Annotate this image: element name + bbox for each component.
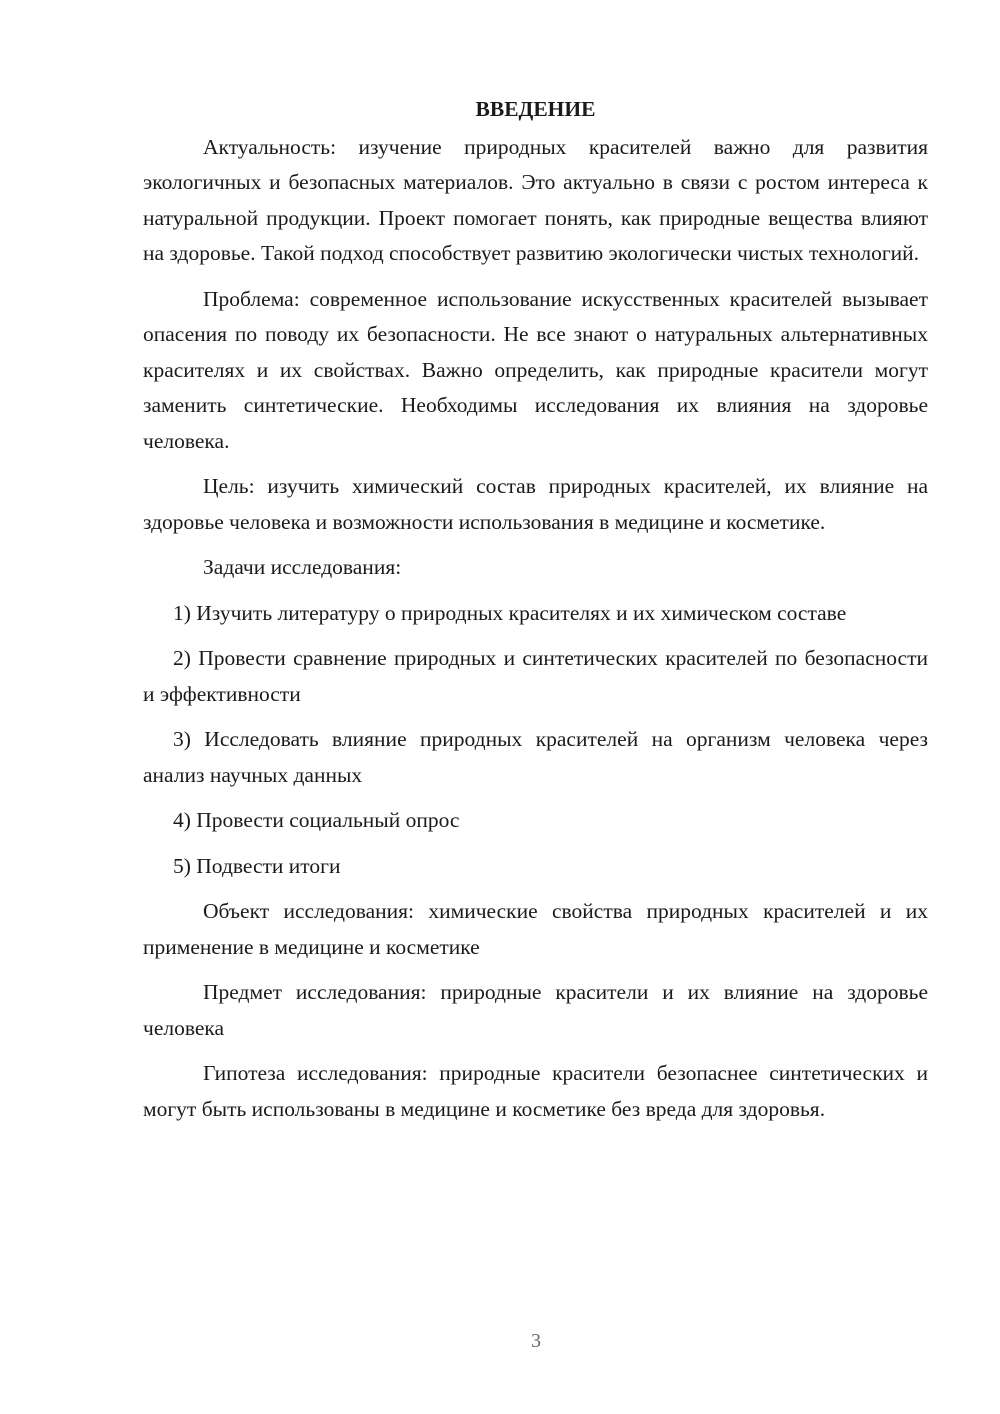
paragraph-subject: Предмет исследования: природные красители и их влияние на здоровье человека [143, 980, 928, 1040]
paragraph-problem: Проблема: современное использование искусственных красителей вызывает опасения по поводу их безопасности. Не все знают о натуральных альтернативных красителях и их свойствах. Важно определить, как природные красители могут заменить синтетические. Необходимы исследования их влияния на здоровье человека. [143, 286, 928, 453]
paragraph-goal: Цель: изучить химический состав природных красителей, их влияние на здоровье человека и возможности использования в медицине и косметике. [143, 474, 928, 534]
task-item-2: 2) Провести сравнение природных и синтетических красителей по безопасности и эффективности [143, 646, 928, 706]
task-item-4: 4) Провести социальный опрос [173, 808, 460, 832]
paragraph-object: Объект исследования: химические свойства природных красителей и их применение в медицине и косметике [143, 899, 928, 959]
task-item-5: 5) Подвести итоги [173, 853, 341, 878]
paragraph-relevance: Актуальность: изучение природных красителей важно для развития экологичных и безопасных материалов. Это актуально в связи с ростом интереса к натуральной продукции. Проект помогает понять, как природные вещества влияют на здоровье. Такой подход способствует развитию экологически чистых технологий. [143, 134, 928, 265]
paragraph-hypothesis: Гипотеза исследования: природные красители безопаснее синтетических и могут быть использованы в медицине и косметике без вреда для здоровья. [143, 1061, 928, 1121]
task-item-1: 1) Изучить литературу о природных красителях и их химическом составе [173, 600, 847, 625]
document-page [143, 92, 928, 1127]
task-item-3: 3) Исследовать влияние природных красителей на организм человека через анализ научных данных [143, 727, 928, 787]
page-number: 3 [531, 1330, 541, 1352]
page-title: ВВЕДЕНИЕ [475, 97, 596, 121]
tasks-heading: Задачи исследования: [203, 555, 402, 579]
